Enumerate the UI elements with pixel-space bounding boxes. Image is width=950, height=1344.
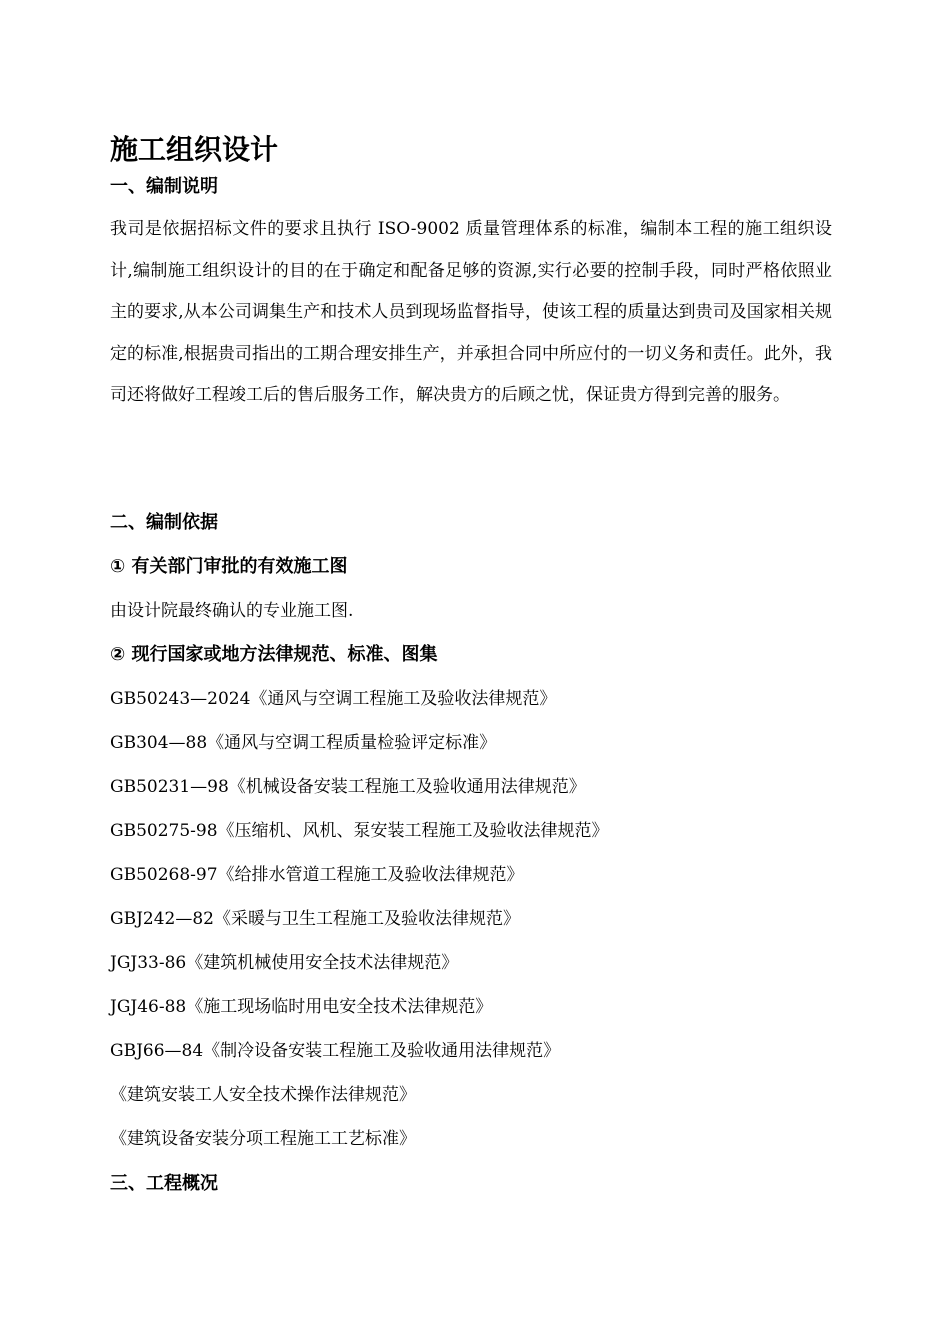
standard-item: GBJ242—82《采暖与卫生工程施工及验收法律规范》 [110,909,520,929]
standard-item: JGJ33-86《建筑机械使用安全技术法律规范》 [110,953,459,973]
standard-item: GB50243—2024《通风与空调工程施工及验收法律规范》 [110,689,557,709]
approved-drawings-text: 由设计院最终确认的专业施工图. [110,601,354,621]
standard-item: GBJ66—84《制冷设备安装工程施工及验收通用法律规范》 [110,1041,561,1061]
subheading-approved-drawings: ① 有关部门审批的有效施工图 [110,556,348,577]
standard-item: GB304—88《通风与空调工程质量检验评定标准》 [110,733,497,753]
document-title: 施工组织设计 [110,133,279,166]
standard-item: GB50231—98《机械设备安装工程施工及验收通用法律规范》 [110,777,586,797]
section-heading-project-overview: 三、工程概况 [110,1173,218,1194]
subheading-standards: ② 现行国家或地方法律规范、标准、图集 [110,644,438,665]
compilation-notes-paragraph: 我司是依据招标文件的要求且执行 ISO-9002 质量管理体系的标准，编制本工程的施工组织设计,编制施工组织设计的目的在于确定和配备足够的资源,实行必要的控制手段，同时严格依照业主的要求,从本公司调集生产和技术人员到现场监督指导，使该工程的质量达到贵司及国家相关规定的标准,根据贵司指出的工期合理安排生产，并承担合同中所应付的一切义务和责任。此外，我司还将做好工程竣工后的售后服务工作，解决贵方的后顾之忧，保证贵方得到完善的服务。 [110,219,832,405]
standard-item: GB50275-98《压缩机、风机、泵安装工程施工及验收法律规范》 [110,821,609,841]
standard-item: GB50268-97《给排水管道工程施工及验收法律规范》 [110,865,524,885]
standard-item: 《建筑安装工人安全技术操作法律规范》 [110,1085,416,1105]
section-heading-compilation-notes: 一、编制说明 [110,176,218,197]
standard-item: 《建筑设备安装分项工程施工工艺标准》 [110,1129,416,1149]
standard-item: JGJ46-88《施工现场临时用电安全技术法律规范》 [110,997,493,1017]
section-heading-compilation-basis: 二、编制依据 [110,512,218,533]
